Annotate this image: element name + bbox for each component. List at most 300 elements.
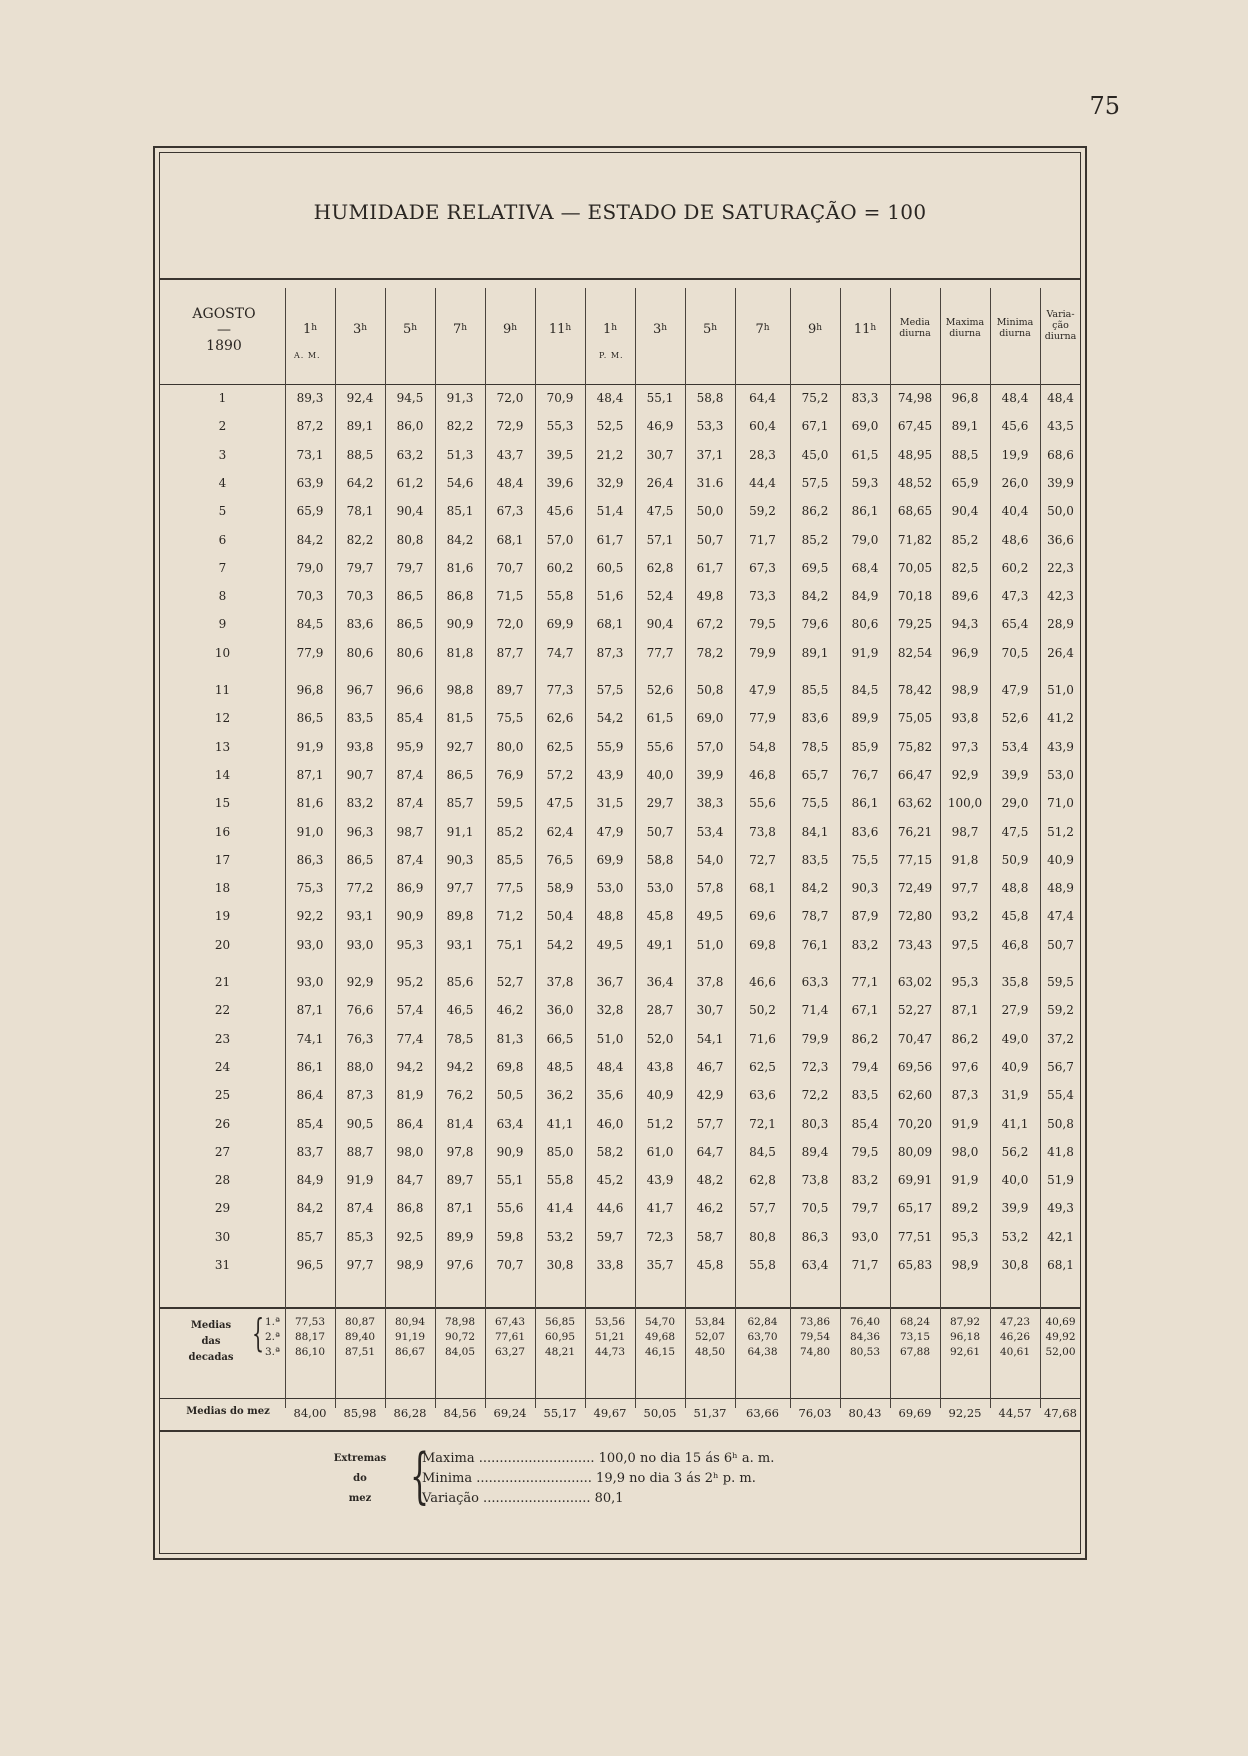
table-cell: 55,1	[646, 391, 674, 405]
table-cell: 45,8	[696, 1258, 724, 1272]
header-hour-number: 1	[302, 322, 312, 337]
table-cell: 45,6	[546, 504, 574, 519]
table-cell: 98,9	[951, 683, 979, 697]
header-hour-sup: h	[816, 323, 823, 333]
table-cell: 82,54	[897, 645, 933, 660]
table-cell: 59,2	[1047, 1003, 1074, 1018]
table-cell: 55,1	[496, 1173, 524, 1188]
table-cell: 96,6	[396, 683, 424, 697]
table-cell: 47,5	[1001, 824, 1029, 839]
table-cell: 77,51	[897, 1229, 933, 1244]
day-number: 24	[214, 1059, 231, 1074]
table-cell: 49,8	[696, 589, 724, 604]
table-cell: 42,3	[1047, 589, 1074, 604]
decade-cell: 84,05	[444, 1346, 476, 1358]
table-cell: 40,9	[1001, 1059, 1029, 1074]
table-cell: 47,5	[546, 796, 574, 811]
header-hour-number: 3	[352, 322, 362, 337]
table-cell: 91,1	[446, 824, 474, 839]
table-cell: 79,5	[749, 617, 776, 632]
extremes-variacao: Variação .......................... 80,1	[422, 1491, 624, 1506]
table-cell: 92,2	[296, 909, 324, 924]
header-hour-sup: h	[611, 323, 618, 333]
table-cell: 88,7	[346, 1144, 374, 1159]
table-cell: 67,1	[801, 419, 829, 434]
table-cell: 52,6	[1001, 711, 1029, 726]
table-cell: 78,42	[897, 683, 933, 697]
table-cell: 48,5	[546, 1059, 574, 1074]
table-cell: 37,8	[696, 975, 724, 989]
decade-cell: 73,15	[899, 1331, 931, 1343]
decade-cell: 53,56	[594, 1316, 626, 1328]
table-cell: 84,2	[801, 589, 829, 604]
table-cell: 97,6	[446, 1258, 474, 1272]
table-cell: 82,2	[346, 532, 374, 547]
table-cell: 78,5	[801, 739, 829, 754]
table-cell: 83,2	[851, 937, 879, 952]
table-cell: 69,9	[546, 617, 574, 632]
table-cell: 28,9	[1047, 617, 1074, 632]
table-cell: 52,7	[496, 975, 524, 989]
table-cell: 58,9	[546, 881, 574, 896]
table-cell: 80,6	[396, 645, 424, 660]
table-cell: 97,8	[446, 1144, 474, 1159]
table-cell: 31,5	[596, 796, 624, 811]
table-cell: 85,2	[496, 824, 524, 839]
table-cell: 85,9	[851, 739, 879, 754]
day-number: 27	[214, 1144, 231, 1159]
rule-above-month-means	[159, 1398, 1081, 1399]
table-cell: 26,0	[1001, 475, 1029, 490]
table-cell: 93,8	[346, 739, 374, 754]
table-cell: 51,3	[446, 447, 474, 462]
table-cell: 60,2	[1001, 560, 1029, 575]
decade-cell: 48,21	[544, 1346, 576, 1358]
month-mean-cell: 50,05	[643, 1406, 677, 1420]
month-mean-cell: 44,57	[998, 1406, 1032, 1420]
table-cell: 50,7	[646, 824, 674, 839]
table-cell: 81,8	[446, 645, 474, 660]
table-cell: 96,8	[951, 391, 979, 405]
day-number: 30	[214, 1229, 231, 1244]
decades-brace: {	[252, 1311, 265, 1355]
table-cell: 40,0	[1001, 1173, 1029, 1188]
table-cell: 86,2	[951, 1031, 979, 1046]
table-cell: 70,20	[897, 1116, 933, 1131]
table-cell: 59,2	[749, 504, 776, 519]
table-cell: 86,1	[851, 796, 879, 811]
table-cell: 84,5	[296, 617, 324, 632]
table-cell: 61,2	[396, 475, 424, 490]
day-number: 5	[218, 504, 227, 519]
decade-cell: 73,86	[799, 1316, 831, 1328]
table-cell: 40,4	[1001, 504, 1029, 519]
table-cell: 87,7	[496, 645, 524, 660]
table-cell: 77,2	[346, 881, 374, 896]
table-cell: 30,7	[646, 447, 674, 462]
day-number: 13	[214, 739, 231, 754]
table-cell: 69,91	[897, 1173, 933, 1188]
table-cell: 58,7	[696, 1229, 724, 1244]
table-cell: 48,8	[1001, 881, 1029, 896]
table-cell: 48,4	[596, 391, 624, 405]
table-row	[159, 1003, 1081, 1021]
table-cell: 40,0	[646, 767, 674, 782]
table-cell: 46,5	[446, 1003, 474, 1018]
table-cell: 47,9	[1001, 683, 1029, 697]
table-cell: 83,5	[346, 711, 374, 726]
table-cell: 98,0	[951, 1144, 979, 1159]
table-cell: 77,9	[749, 711, 776, 726]
month-mean-cell: 80,43	[848, 1406, 882, 1420]
table-cell: 90,9	[446, 617, 474, 632]
table-cell: 96,5	[296, 1258, 324, 1272]
table-cell: 88,0	[346, 1059, 374, 1074]
table-cell: 50,0	[1047, 504, 1074, 519]
decade-cell: 77,61	[494, 1331, 526, 1343]
table-cell: 46,8	[749, 767, 776, 782]
table-cell: 61,0	[646, 1144, 674, 1159]
header-hour	[485, 323, 535, 338]
table-cell: 81,9	[396, 1088, 424, 1103]
decade-cell: 87,51	[344, 1346, 376, 1358]
table-cell: 58,8	[696, 391, 724, 405]
table-cell: 87,9	[851, 909, 879, 924]
table-cell: 93,8	[951, 711, 979, 726]
table-cell: 93,0	[296, 937, 324, 952]
month-mean-cell: 63,66	[746, 1406, 779, 1420]
table-cell: 49,3	[1047, 1201, 1074, 1216]
table-cell: 87,3	[596, 645, 624, 660]
table-cell: 65,9	[951, 475, 979, 490]
table-cell: 48,9	[1047, 881, 1074, 896]
table-cell: 38,3	[696, 796, 724, 811]
day-number: 10	[214, 645, 231, 660]
table-cell: 84,1	[801, 824, 829, 839]
table-cell: 79,9	[801, 1031, 829, 1046]
table-cell: 95,9	[396, 739, 424, 754]
table-cell: 40,9	[646, 1088, 674, 1103]
table-cell: 73,8	[801, 1173, 829, 1188]
table-row	[159, 909, 1081, 927]
table-cell: 59,5	[1047, 975, 1074, 989]
table-cell: 69,6	[749, 909, 776, 924]
table-cell: 89,1	[346, 419, 374, 434]
month-mean-cell: 84,56	[443, 1406, 477, 1420]
table-cell: 51,2	[1047, 824, 1074, 839]
table-cell: 69,8	[496, 1059, 524, 1074]
table-cell: 79,7	[851, 1201, 879, 1216]
table-cell: 91,8	[951, 852, 979, 867]
table-cell: 90,4	[646, 617, 674, 632]
table-cell: 89,7	[446, 1173, 474, 1188]
table-cell: 63,4	[801, 1258, 829, 1272]
table-cell: 60,2	[546, 560, 574, 575]
table-cell: 53,0	[646, 881, 674, 896]
table-cell: 81,3	[496, 1031, 524, 1046]
table-row	[159, 1032, 1081, 1050]
table-cell: 71,5	[496, 589, 524, 604]
table-cell: 79,5	[851, 1144, 879, 1159]
table-cell: 83,7	[296, 1144, 324, 1159]
table-cell: 87,1	[296, 1003, 324, 1018]
table-cell: 71,6	[749, 1031, 776, 1046]
table-cell: 41,1	[546, 1116, 574, 1131]
header-month: AGOSTO	[192, 306, 256, 322]
table-cell: 69,5	[801, 560, 829, 575]
decade-cell: 48,50	[694, 1346, 726, 1358]
decade-cell: 40,69	[1045, 1316, 1076, 1328]
rule-below-title	[159, 278, 1081, 280]
table-cell: 98,9	[951, 1258, 979, 1272]
table-cell: 85,3	[346, 1229, 374, 1244]
table-row	[159, 975, 1081, 993]
header-hour-number: 7	[452, 322, 462, 337]
table-cell: 49,1	[646, 937, 674, 952]
table-cell: 64,7	[696, 1144, 724, 1159]
table-cell: 51,2	[646, 1116, 674, 1131]
decade-cell: 76,40	[849, 1316, 881, 1328]
table-cell: 43,5	[1047, 419, 1074, 434]
table-cell: 84,7	[396, 1173, 424, 1188]
table-cell: 79,7	[396, 560, 424, 575]
table-row	[159, 938, 1081, 956]
table-cell: 55,3	[546, 419, 574, 434]
table-cell: 95,3	[951, 1229, 979, 1244]
table-cell: 48,6	[1001, 532, 1029, 547]
table-cell: 71,7	[749, 532, 776, 547]
table-cell: 95,3	[396, 937, 424, 952]
table-cell: 80,8	[749, 1229, 776, 1244]
table-row	[159, 740, 1081, 758]
table-cell: 97,6	[951, 1059, 979, 1074]
table-cell: 100,0	[947, 796, 983, 811]
table-cell: 81,5	[446, 711, 474, 726]
day-number: 8	[218, 589, 227, 604]
table-cell: 87,1	[296, 767, 324, 782]
table-cell: 51,0	[1047, 683, 1074, 697]
table-cell: 85,5	[801, 683, 829, 697]
table-cell: 62,4	[546, 824, 574, 839]
table-cell: 48,95	[897, 447, 933, 462]
table-cell: 57,0	[546, 532, 574, 547]
table-cell: 40,9	[1047, 852, 1074, 867]
table-cell: 46,7	[696, 1059, 724, 1074]
table-row	[159, 881, 1081, 899]
table-cell: 87,4	[396, 796, 424, 811]
table-cell: 76,7	[851, 767, 879, 782]
table-cell: 57,7	[749, 1201, 776, 1216]
table-cell: 39,9	[1001, 1201, 1029, 1216]
table-cell: 76,2	[446, 1088, 474, 1103]
table-cell: 80,8	[396, 532, 424, 547]
table-cell: 90,7	[346, 767, 374, 782]
table-cell: 32,8	[596, 1003, 624, 1018]
table-cell: 79,9	[749, 645, 776, 660]
table-cell: 46,6	[749, 975, 776, 989]
table-cell: 67,3	[749, 560, 776, 575]
table-cell: 59,7	[596, 1229, 624, 1244]
table-cell: 95,3	[951, 975, 979, 989]
table-cell: 79,4	[851, 1059, 879, 1074]
table-cell: 79,6	[801, 617, 829, 632]
decade-cell: 62,84	[747, 1316, 778, 1328]
table-cell: 47,3	[1001, 589, 1029, 604]
table-cell: 91,9	[296, 739, 324, 754]
month-mean-cell: 51,37	[693, 1406, 727, 1420]
table-cell: 91,9	[951, 1173, 979, 1188]
table-cell: 74,1	[296, 1031, 324, 1046]
table-cell: 65,83	[897, 1258, 933, 1272]
table-cell: 62,6	[546, 711, 574, 726]
table-cell: 72,7	[749, 852, 776, 867]
table-cell: 61,7	[696, 560, 724, 575]
table-cell: 57,8	[696, 881, 724, 896]
table-cell: 67,3	[496, 504, 524, 519]
table-row	[159, 1117, 1081, 1135]
table-cell: 90,5	[346, 1116, 374, 1131]
month-mean-cell: 47,68	[1044, 1406, 1077, 1420]
table-cell: 87,3	[951, 1088, 979, 1103]
table-cell: 63,6	[749, 1088, 776, 1103]
table-cell: 43,9	[646, 1173, 674, 1188]
table-cell: 83,6	[851, 824, 879, 839]
table-cell: 73,1	[296, 447, 324, 462]
table-cell: 43,8	[646, 1059, 674, 1074]
table-cell: 36,4	[646, 975, 674, 989]
table-cell: 55,6	[496, 1201, 524, 1216]
table-cell: 55,9	[596, 739, 624, 754]
table-cell: 79,25	[897, 617, 933, 632]
table-cell: 88,5	[346, 447, 374, 462]
table-cell: 81,4	[446, 1116, 474, 1131]
decade-cell: 92,61	[949, 1346, 981, 1358]
month-mean-cell: 69,24	[493, 1406, 527, 1420]
table-cell: 89,1	[951, 419, 979, 434]
table-cell: 86,3	[296, 852, 324, 867]
header-hour	[535, 323, 585, 338]
table-cell: 87,1	[951, 1003, 979, 1018]
table-cell: 39,9	[1001, 767, 1029, 782]
decade-cell: 67,88	[899, 1346, 931, 1358]
table-cell: 35,7	[646, 1258, 674, 1272]
decade-cell: 78,98	[444, 1316, 476, 1328]
table-cell: 86,5	[296, 711, 324, 726]
day-number: 22	[214, 1003, 231, 1018]
month-mean-cell: 92,25	[948, 1406, 982, 1420]
table-cell: 41,7	[646, 1201, 674, 1216]
table-cell: 45,2	[596, 1173, 624, 1188]
table-cell: 86,5	[396, 589, 424, 604]
table-row	[159, 391, 1081, 409]
table-cell: 50,9	[1001, 852, 1029, 867]
table-cell: 70,05	[897, 560, 933, 575]
table-cell: 49,5	[596, 937, 624, 952]
table-cell: 54,0	[696, 852, 724, 867]
extremes-brace: {	[410, 1441, 430, 1511]
table-cell: 21,2	[596, 447, 624, 462]
month-mean-cell: 84,00	[293, 1406, 327, 1420]
table-cell: 87,4	[396, 852, 424, 867]
table-cell: 48,4	[1047, 391, 1074, 405]
table-cell: 67,2	[696, 617, 724, 632]
table-cell: 62,5	[546, 739, 574, 754]
table-cell: 77,9	[296, 645, 324, 660]
decade-cell: 80,94	[394, 1316, 426, 1328]
table-cell: 86,5	[346, 852, 374, 867]
day-number: 15	[214, 796, 231, 811]
header-hour-number: 11	[548, 322, 566, 337]
table-cell: 72,0	[496, 391, 524, 405]
table-cell: 86,8	[446, 589, 474, 604]
table-cell: 85,7	[446, 796, 474, 811]
table-cell: 55,8	[749, 1258, 776, 1272]
table-row	[159, 1258, 1081, 1276]
table-row	[159, 1201, 1081, 1219]
table-cell: 50,7	[696, 532, 724, 547]
table-cell: 78,5	[446, 1031, 474, 1046]
table-cell: 80,0	[496, 739, 524, 754]
table-cell: 54,2	[596, 711, 624, 726]
table-cell: 41,8	[1047, 1144, 1074, 1159]
day-number: 9	[218, 617, 227, 632]
table-cell: 57,1	[646, 532, 674, 547]
header-hour-number: 5	[402, 322, 412, 337]
table-cell: 48,4	[1001, 391, 1029, 405]
table-cell: 48,8	[596, 909, 624, 924]
decade-cell: 90,72	[444, 1331, 476, 1343]
table-cell: 68,65	[897, 504, 933, 519]
table-cell: 73,8	[749, 824, 776, 839]
table-cell: 62,8	[646, 560, 674, 575]
day-number: 26	[214, 1116, 231, 1131]
table-cell: 78,2	[696, 645, 724, 660]
table-cell: 86,4	[296, 1088, 324, 1103]
table-cell: 87,1	[446, 1201, 474, 1216]
table-cell: 63,62	[897, 796, 933, 811]
table-cell: 95,2	[396, 975, 424, 989]
header-hour-sup: h	[461, 323, 468, 333]
page-number: 75	[1089, 92, 1120, 120]
table-cell: 58,2	[596, 1144, 624, 1159]
table-cell: 68,1	[1047, 1258, 1074, 1272]
table-row	[159, 1145, 1081, 1163]
table-cell: 65,9	[296, 504, 324, 519]
decade-cell: 88,17	[294, 1331, 326, 1343]
table-cell: 66,47	[897, 767, 933, 782]
table-cell: 51,9	[1047, 1173, 1074, 1188]
table-cell: 43,9	[596, 767, 624, 782]
table-row	[159, 561, 1081, 579]
table-cell: 36,6	[1047, 532, 1074, 547]
table-cell: 59,8	[496, 1229, 524, 1244]
header-hour-number: 11	[853, 322, 871, 337]
decade-cell: 52,07	[694, 1331, 726, 1343]
table-cell: 86,2	[851, 1031, 879, 1046]
table-cell: 50,2	[749, 1003, 776, 1018]
table-cell: 84,5	[851, 683, 879, 697]
table-cell: 83,2	[851, 1173, 879, 1188]
table-cell: 70,18	[897, 589, 933, 604]
table-cell: 85,6	[446, 975, 474, 989]
extremes-maxima: Maxima ............................ 100,0 no dia 15 ás 6ʰ a. m.	[422, 1451, 775, 1466]
table-row	[159, 853, 1081, 871]
table-cell: 49,5	[696, 909, 724, 924]
table-cell: 77,7	[646, 645, 674, 660]
header-hour	[735, 323, 790, 338]
table-cell: 70,5	[1001, 645, 1029, 660]
month-mean-cell: 85,98	[343, 1406, 377, 1420]
